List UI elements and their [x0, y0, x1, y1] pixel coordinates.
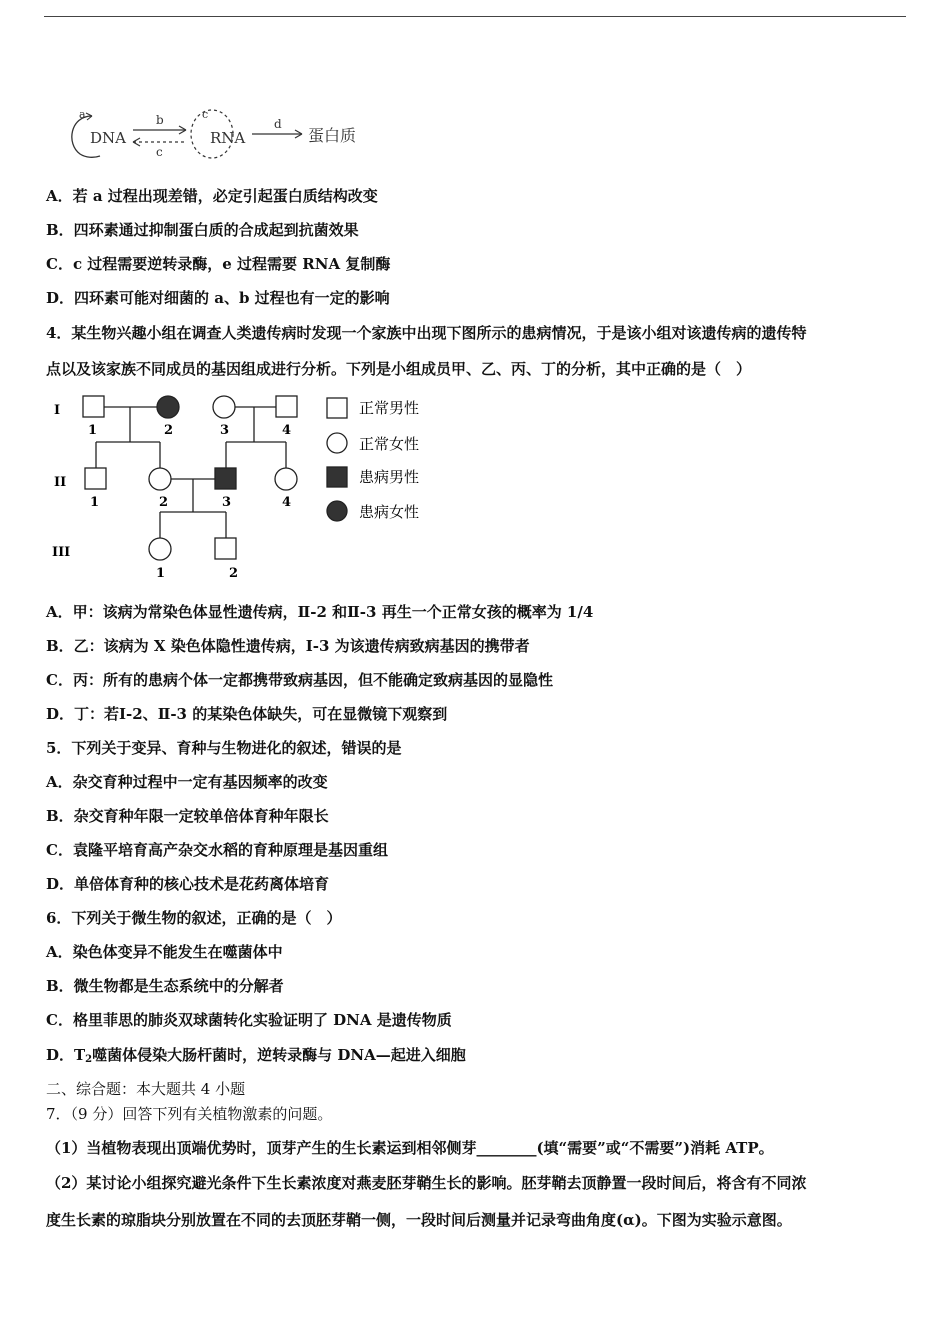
q6-option-c: C．格里菲思的肺炎双球菌转化实验证明了 DNA 是遗传物质: [46, 1011, 452, 1029]
section-2-heading: 二、综合题：本大题共 4 小题: [46, 1080, 246, 1098]
num-III-2: 2: [229, 566, 239, 581]
gen-label-III: III: [52, 545, 71, 560]
q5-option-c: C．袁隆平培育高产杂交水稻的育种原理是基因重组: [46, 841, 388, 859]
num-I-1: 1: [88, 423, 98, 438]
label-a: a: [79, 108, 86, 121]
num-III-1: 1: [156, 566, 166, 581]
q4-option-c: C．丙：所有的患病个体一定都携带致病基因，但不能确定致病基因的显隐性: [46, 671, 553, 689]
q6-option-d-subscript: 2: [85, 1054, 93, 1065]
q6-option-d-rest: 噬菌体侵染大肠杆菌时，逆转录酶与 DNA—起进入细胞: [92, 1046, 466, 1064]
gen-label-I: I: [54, 403, 61, 418]
num-I-3: 3: [220, 423, 230, 438]
q3-option-d: D．四环素可能对细菌的 a、b 过程也有一定的影响: [46, 289, 390, 307]
q4-stem-line1: 4．某生物兴趣小组在调查人类遗传病时发现一个家族中出现下图所示的患病情况，于是该小组对该遗传病的遗传特: [46, 324, 807, 342]
pedigree-chart: [46, 392, 446, 587]
num-II-1: 1: [90, 495, 100, 510]
q6-option-a: A．染色体变异不能发生在噬菌体中: [46, 943, 283, 961]
q4-stem-line2: 点以及该家族不同成员的基因组成进行分析。下列是小组成员甲、乙、丙、丁的分析，其中正确的是（ ）: [46, 360, 752, 378]
q7-part2-line2: 度生长素的琼脂块分别放置在不同的去顶胚芽鞘一侧，一段时间后测量并记录弯曲角度(α)。下图为实验示意图。: [46, 1211, 792, 1229]
q3-option-c: C．c 过程需要逆转录酶，e 过程需要 RNA 复制酶: [46, 255, 391, 273]
q6-option-b: B．微生物都是生态系统中的分解者: [46, 977, 284, 995]
rna-label: RNA: [210, 129, 246, 147]
q6-stem: 6．下列关于微生物的叙述，正确的是（ ）: [46, 909, 342, 927]
q4-option-b: B．乙：该病为 X 染色体隐性遗传病，Ⅰ-3 为该遗传病致病基因的携带者: [46, 637, 530, 655]
legend-affected-male: 患病男性: [359, 468, 420, 486]
num-II-3: 3: [222, 495, 232, 510]
q5-option-b: B．杂交育种年限一定较单倍体育种年限长: [46, 807, 329, 825]
q7-part1: （1）当植物表现出顶端优势时，顶芽产生的生长素运到相邻侧芽________(填“需要”或“不需要”)消耗 ATP。: [46, 1139, 774, 1157]
label-d: d: [274, 117, 282, 131]
protein-label: 蛋白质: [308, 126, 357, 145]
num-II-2: 2: [159, 495, 169, 510]
dna-label: DNA: [90, 129, 126, 147]
q7-stem: 7．（9 分）回答下列有关植物激素的问题。: [46, 1105, 333, 1123]
q6-option-d-prefix: D．T: [46, 1046, 86, 1064]
q3-option-a: A．若 a 过程出现差错，必定引起蛋白质结构改变: [46, 187, 378, 205]
label-c-back: c: [156, 145, 163, 159]
gen-label-II: II: [54, 475, 67, 490]
legend-affected-female: 患病女性: [359, 503, 420, 521]
q4-option-d: D．丁：若Ⅰ-2、Ⅱ-3 的某染色体缺失，可在显微镜下观察到: [46, 705, 448, 723]
central-dogma-diagram: [62, 104, 382, 164]
legend-normal-female: 正常女性: [359, 435, 420, 453]
q7-part2-line1: （2）某讨论小组探究避光条件下生长素浓度对燕麦胚芽鞘生长的影响。胚芽鞘去顶静置一段时间后，将含有不同浓: [46, 1174, 807, 1192]
q6-option-d: [46, 1045, 466, 1070]
label-c-loop: c: [202, 108, 209, 121]
q4-option-a: A．甲：该病为常染色体显性遗传病，Ⅱ-2 和Ⅱ-3 再生一个正常女孩的概率为 1/4: [46, 603, 594, 621]
num-I-4: 4: [282, 423, 292, 438]
legend-normal-male: 正常男性: [359, 399, 420, 417]
num-I-2: 2: [164, 423, 174, 438]
q5-option-a: A．杂交育种过程中一定有基因频率的改变: [46, 773, 328, 791]
header-rule: [44, 16, 906, 17]
num-II-4: 4: [282, 495, 292, 510]
q3-option-b: B．四环素通过抑制蛋白质的合成起到抗菌效果: [46, 221, 359, 239]
q5-stem: 5．下列关于变异、育种与生物进化的叙述，错误的是: [46, 739, 402, 757]
label-b: b: [156, 113, 164, 127]
q5-option-d: D．单倍体育种的核心技术是花药离体培育: [46, 875, 330, 893]
